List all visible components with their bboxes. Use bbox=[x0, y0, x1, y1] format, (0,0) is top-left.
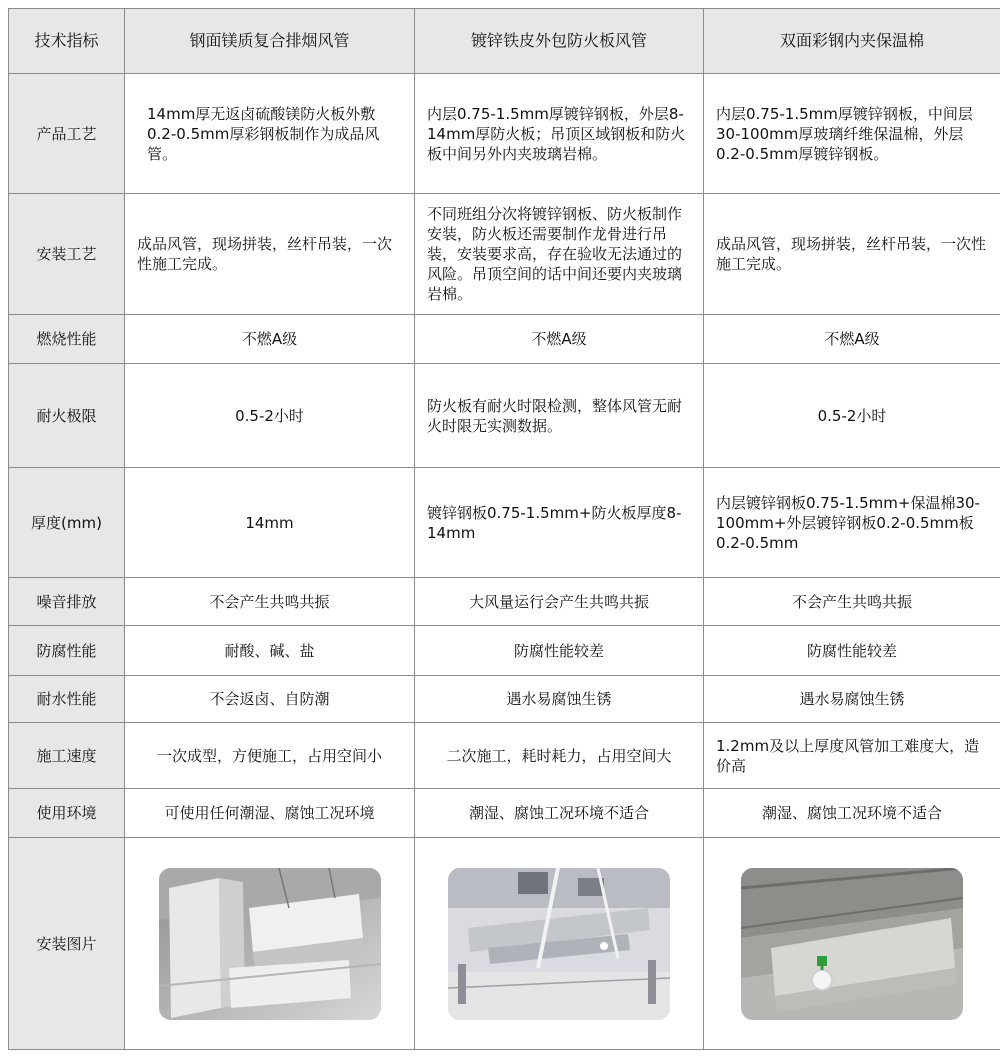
table-row bbox=[9, 364, 1000, 468]
row-label: 使用环境 bbox=[9, 789, 125, 838]
table-cell: 不燃A级 bbox=[704, 315, 1000, 364]
table-cell: 潮湿、腐蚀工况环境不适合 bbox=[704, 789, 1000, 838]
table-cell: 二次施工，耗时耗力，占用空间大 bbox=[415, 723, 704, 789]
row-label: 施工速度 bbox=[9, 723, 125, 789]
table-cell: 成品风管，现场拼装，丝杆吊装，一次性施工完成。 bbox=[704, 194, 1000, 315]
table-cell: 14mm bbox=[125, 468, 415, 578]
header-metric: 技术指标 bbox=[9, 9, 125, 74]
table-cell: 可使用任何潮湿、腐蚀工况环境 bbox=[125, 789, 415, 838]
table-cell: 大风量运行会产生共鸣共振 bbox=[415, 578, 704, 626]
table-cell: 遇水易腐蚀生锈 bbox=[415, 676, 704, 723]
table-row bbox=[9, 468, 1000, 578]
row-label: 安装图片 bbox=[9, 838, 125, 1050]
table-cell: 内层0.75-1.5mm厚镀锌钢板，中间层30-100mm厚玻璃纤维保温棉，外层0.2-0.5mm厚镀锌钢板。 bbox=[704, 74, 1000, 194]
row-label: 噪音排放 bbox=[9, 578, 125, 626]
header-magnesium-duct: 钢面镁质复合排烟风管 bbox=[125, 9, 415, 74]
table-cell: 成品风管，现场拼装，丝杆吊装，一次性施工完成。 bbox=[125, 194, 415, 315]
table-cell: 14mm厚无返卤硫酸镁防火板外敷0.2-0.5mm厚彩钢板制作为成品风管。 bbox=[125, 74, 415, 194]
table-cell: 潮湿、腐蚀工况环境不适合 bbox=[415, 789, 704, 838]
table-cell: 不同班组分次将镀锌钢板、防火板制作安装，防火板还需要制作龙骨进行吊装，安装要求高，存在验收无法通过的风险。吊顶空间的话中间还要内夹玻璃岩棉。 bbox=[415, 194, 704, 315]
photo-cell-magnesium bbox=[125, 838, 415, 1050]
table-header-row bbox=[9, 9, 1000, 74]
table-cell: 镀锌钢板0.75-1.5mm+防火板厚度8-14mm bbox=[415, 468, 704, 578]
table-row bbox=[9, 194, 1000, 315]
table-cell: 1.2mm及以上厚度风管加工难度大，造价高 bbox=[704, 723, 1000, 789]
row-label: 产品工艺 bbox=[9, 74, 125, 194]
table-row bbox=[9, 315, 1000, 364]
table-cell: 不燃A级 bbox=[125, 315, 415, 364]
table-row bbox=[9, 723, 1000, 789]
row-label: 厚度(mm) bbox=[9, 468, 125, 578]
installation-photo-color-steel-duct bbox=[741, 868, 963, 1020]
row-label: 耐水性能 bbox=[9, 676, 125, 723]
table-cell: 防腐性能较差 bbox=[704, 626, 1000, 676]
table-cell: 不会返卤、自防潮 bbox=[125, 676, 415, 723]
row-label: 安装工艺 bbox=[9, 194, 125, 315]
table-cell: 内层0.75-1.5mm厚镀锌钢板，外层8-14mm厚防火板；吊顶区域钢板和防火板中间另外内夹玻璃岩棉。 bbox=[415, 74, 704, 194]
table-cell: 耐酸、碱、盐 bbox=[125, 626, 415, 676]
comparison-sheet bbox=[8, 8, 1000, 1049]
header-color-steel-insulation: 双面彩钢内夹保温棉 bbox=[704, 9, 1000, 74]
table-cell: 防火板有耐火时限检测，整体风管无耐火时限无实测数据。 bbox=[415, 364, 704, 468]
table-row bbox=[9, 578, 1000, 626]
table-cell: 内层镀锌钢板0.75-1.5mm+保温棉30-100mm+外层镀锌钢板0.2-0.5mm板0.2-0.5mm bbox=[704, 468, 1000, 578]
photo-row bbox=[9, 838, 1000, 1050]
photo-cell-color-steel bbox=[704, 838, 1000, 1050]
photo-cell-galvanized bbox=[415, 838, 704, 1050]
table-cell: 不会产生共鸣共振 bbox=[125, 578, 415, 626]
table-cell: 一次成型，方便施工，占用空间小 bbox=[125, 723, 415, 789]
table-row bbox=[9, 789, 1000, 838]
installation-photo-galvanized-duct bbox=[448, 868, 670, 1020]
table-cell: 不会产生共鸣共振 bbox=[704, 578, 1000, 626]
row-label: 防腐性能 bbox=[9, 626, 125, 676]
table-cell: 0.5-2小时 bbox=[125, 364, 415, 468]
installation-photo-magnesium-duct bbox=[159, 868, 381, 1020]
table-cell: 遇水易腐蚀生锈 bbox=[704, 676, 1000, 723]
header-galvanized-fireboard-duct: 镀锌铁皮外包防火板风管 bbox=[415, 9, 704, 74]
row-label: 耐火极限 bbox=[9, 364, 125, 468]
table-row bbox=[9, 626, 1000, 676]
comparison-table bbox=[8, 8, 1000, 1050]
table-cell: 防腐性能较差 bbox=[415, 626, 704, 676]
table-row bbox=[9, 676, 1000, 723]
table-cell: 0.5-2小时 bbox=[704, 364, 1000, 468]
table-cell: 不燃A级 bbox=[415, 315, 704, 364]
row-label: 燃烧性能 bbox=[9, 315, 125, 364]
table-row bbox=[9, 74, 1000, 194]
